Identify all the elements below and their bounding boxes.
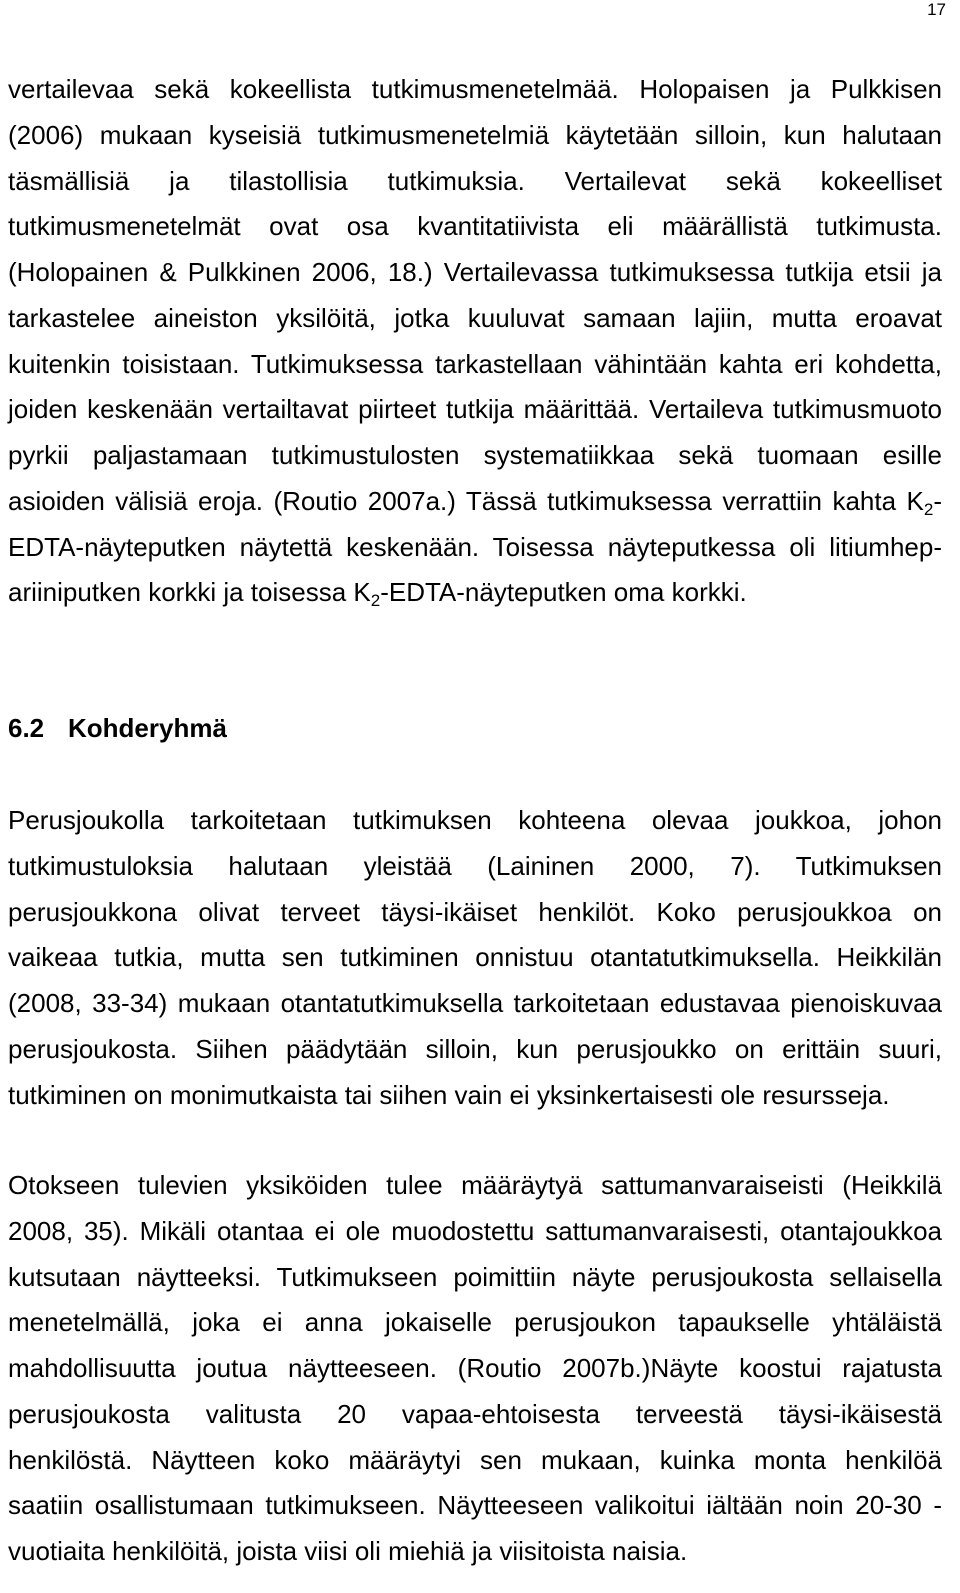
- text-line: tutkimustuloksia halutaan yleistää (Laininen 2000, 7). Tutkimuksen: [8, 850, 942, 881]
- paragraph: [8, 1163, 942, 1575]
- text-line: perusjoukosta. Siihen päädytään silloin, kun perusjoukko on erittäin suuri,: [8, 1033, 942, 1064]
- paragraph: [8, 798, 942, 1118]
- subscript: 2: [370, 591, 381, 611]
- text-line: mahdollisuutta joutua näytteeseen. (Routio 2007b.)Näyte koostui rajatusta: [8, 1353, 942, 1383]
- text-line: saatiin osallistumaan tutkimukseen. Näytteeseen valikoitui iältään noin 20-30 -: [8, 1490, 942, 1521]
- section-heading: [8, 706, 942, 752]
- paragraph: [8, 67, 942, 616]
- text-line: (Holopainen & Pulkkinen 2006, 18.) Vertailevassa tutkimuksessa tutkija etsii ja: [8, 257, 942, 287]
- subscript: 2: [923, 499, 934, 519]
- text-line: (2006) mukaan kyseisiä tutkimusmenetelmiä käytetään silloin, kun halutaan: [8, 119, 942, 150]
- text-line: (2008, 33-34) mukaan otantatutkimuksella tarkoitetaan edustavaa pienoiskuvaa: [8, 988, 942, 1018]
- text-line: joiden keskenään vertailtavat piirteet tutkija määrittää. Vertaileva tutkimusmuoto: [8, 394, 942, 425]
- text-line: perusjoukosta valitusta 20 vapaa-ehtoisesta terveestä täysi-ikäisestä: [8, 1398, 942, 1429]
- text-line: perusjoukkona olivat terveet täysi-ikäiset henkilöt. Koko perusjoukkoa on: [8, 896, 942, 927]
- text-line: tutkimusmenetelmät ovat osa kvantitatiivista eli määrällistä tutkimusta.: [8, 211, 942, 242]
- text-line: vuotiaita henkilöitä, joista viisi oli miehiä ja viisitoista naisia.: [8, 1536, 688, 1566]
- text-line: [8, 570, 942, 616]
- text-segment: -EDTA-näyteputken oma korkki.: [380, 577, 747, 608]
- text-segment: -: [933, 485, 942, 516]
- text-line: [8, 479, 942, 525]
- text-segment: asioiden välisiä eroja. (Routio 2007a.) Tässä tutkimuksessa verrattiin kahta K: [8, 485, 924, 516]
- text-line: menetelmällä, joka ei anna jokaiselle perusjoukon tapaukselle yhtäläistä: [8, 1307, 942, 1338]
- text-line: pyrkii paljastamaan tutkimustulosten systematiikkaa sekä tuomaan esille: [8, 440, 942, 470]
- text-line: tutkiminen on monimutkaista tai siihen vain ei yksinkertaisesti ole resursseja.: [8, 1079, 890, 1110]
- text-line: kutsutaan näytteeksi. Tutkimukseen poimittiin näyte perusjoukosta sellaisella: [8, 1261, 942, 1292]
- text-line: Otokseen tulevien yksiköiden tulee määräytyä sattumanvaraiseisti (Heikkilä: [8, 1170, 942, 1200]
- text-line: henkilöstä. Näytteen koko määräytyi sen mukaan, kuinka monta henkilöä: [8, 1444, 942, 1475]
- text-line: tarkastelee aineiston yksilöitä, jotka kuuluvat samaan lajiin, mutta eroavat: [8, 302, 942, 333]
- text-line: EDTA-näyteputken näytettä keskenään. Toisessa näyteputkessa oli litiumhep-: [8, 531, 942, 562]
- text-line: vertailevaa sekä kokeellista tutkimusmenetelmää. Holopaisen ja Pulkkisen: [8, 74, 942, 104]
- text-line: Perusjoukolla tarkoitetaan tutkimuksen kohteena olevaa joukkoa, johon: [8, 805, 942, 835]
- text-line: täsmällisiä ja tilastollisia tutkimuksia. Vertailevat sekä kokeelliset: [8, 165, 942, 196]
- section-title: Kohderyhmä: [68, 713, 227, 743]
- text-line: vaikeaa tutkia, mutta sen tutkiminen onnistuu otantatutkimuksella. Heikkilän: [8, 942, 942, 973]
- text-line: kuitenkin toisistaan. Tutkimuksessa tarkastellaan vähintään kahta eri kohdetta,: [8, 348, 942, 379]
- section-number: 6.2: [8, 713, 45, 743]
- text-segment: ariiniputken korkki ja toisessa K: [8, 577, 371, 608]
- text-line: 2008, 35). Mikäli otantaa ei ole muodostettu sattumanvaraisesti, otantajoukkoa: [8, 1215, 942, 1246]
- page-number: 17: [927, 0, 946, 19]
